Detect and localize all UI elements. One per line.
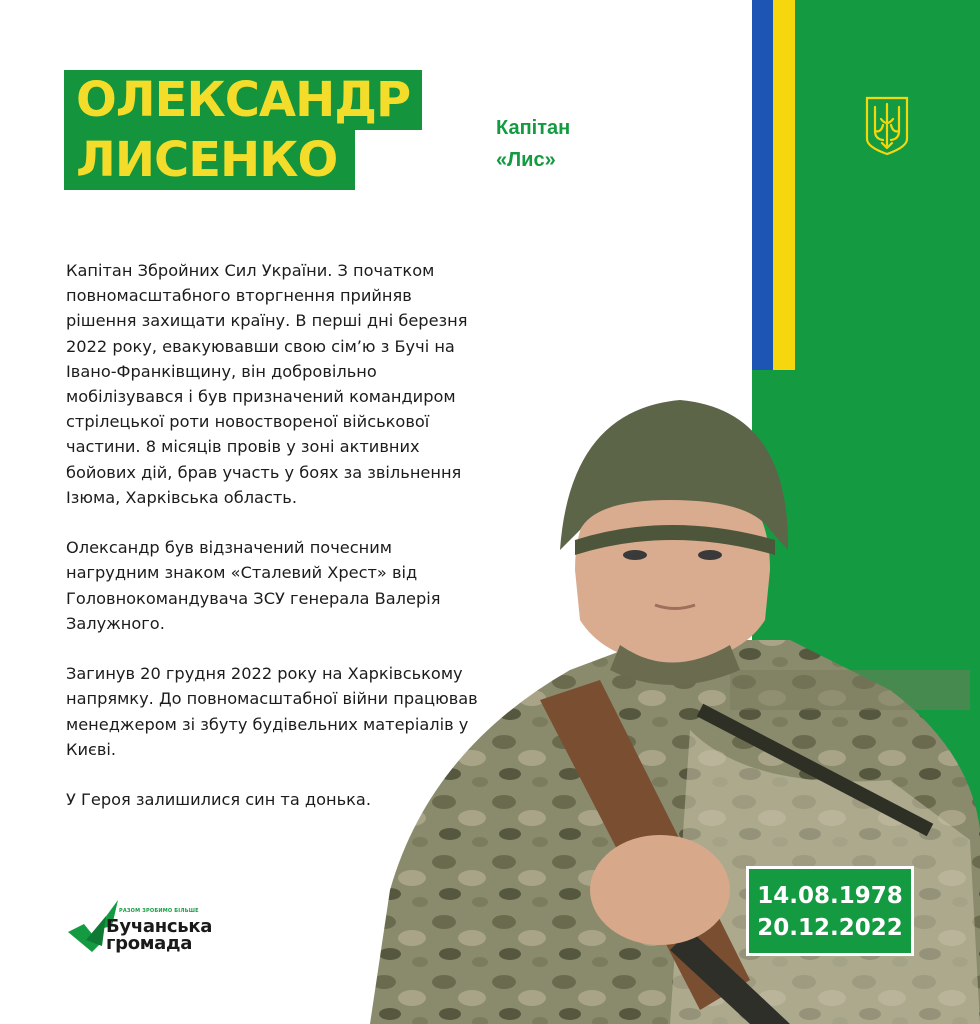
logo-tagline: РАЗОМ ЗРОБИМО БІЛЬШЕ (119, 908, 199, 914)
hero-name (64, 70, 422, 190)
bio-paragraph: Капітан Збройних Сил України. З початком повномасштабного вторгнення прийняв рішення захищати країну. В перші дні березня 2022 року, евакуювавши свою сім’ю з Бучі на Івано-Франківщину, він добровільно мобілізувався і був призначений командиром стрілецької роти новоствореної військової частини. 8 місяців провів у зоні активних бойових дій, брав участь у боях за звільнення Ізюма, Харківська область. (66, 261, 468, 507)
bio-paragraph: Загинув 20 грудня 2022 року на Харківському напрямку. До повномасштабної війни працював менеджером зі збуту будівельних матеріалів у Києві. (66, 664, 478, 759)
life-dates (746, 866, 914, 956)
hero-first-name: ОЛЕКСАНДР (64, 70, 422, 130)
birth-date: 14.08.1978 (757, 883, 903, 909)
callsign-label: «Лис» (496, 149, 556, 171)
logo-name-line1: Бучанська (106, 916, 213, 937)
logo-name-line2: громада (106, 933, 193, 954)
bio-paragraph: У Героя залишилися син та донька. (66, 790, 371, 810)
rank-callsign (496, 112, 570, 176)
flag-stripe-yellow (773, 0, 795, 370)
bio-paragraph: Олександр був відзначений почесним нагрудним знаком «Сталевий Хрест» від Головнокомандувача ЗСУ генерала Валерія Залужного. (66, 538, 441, 633)
hero-last-name: ЛИСЕНКО (64, 130, 355, 190)
rank-label: Капітан (496, 117, 571, 139)
flag-stripe-blue (752, 0, 773, 370)
death-date: 20.12.2022 (757, 915, 903, 941)
trident-icon (864, 95, 910, 157)
